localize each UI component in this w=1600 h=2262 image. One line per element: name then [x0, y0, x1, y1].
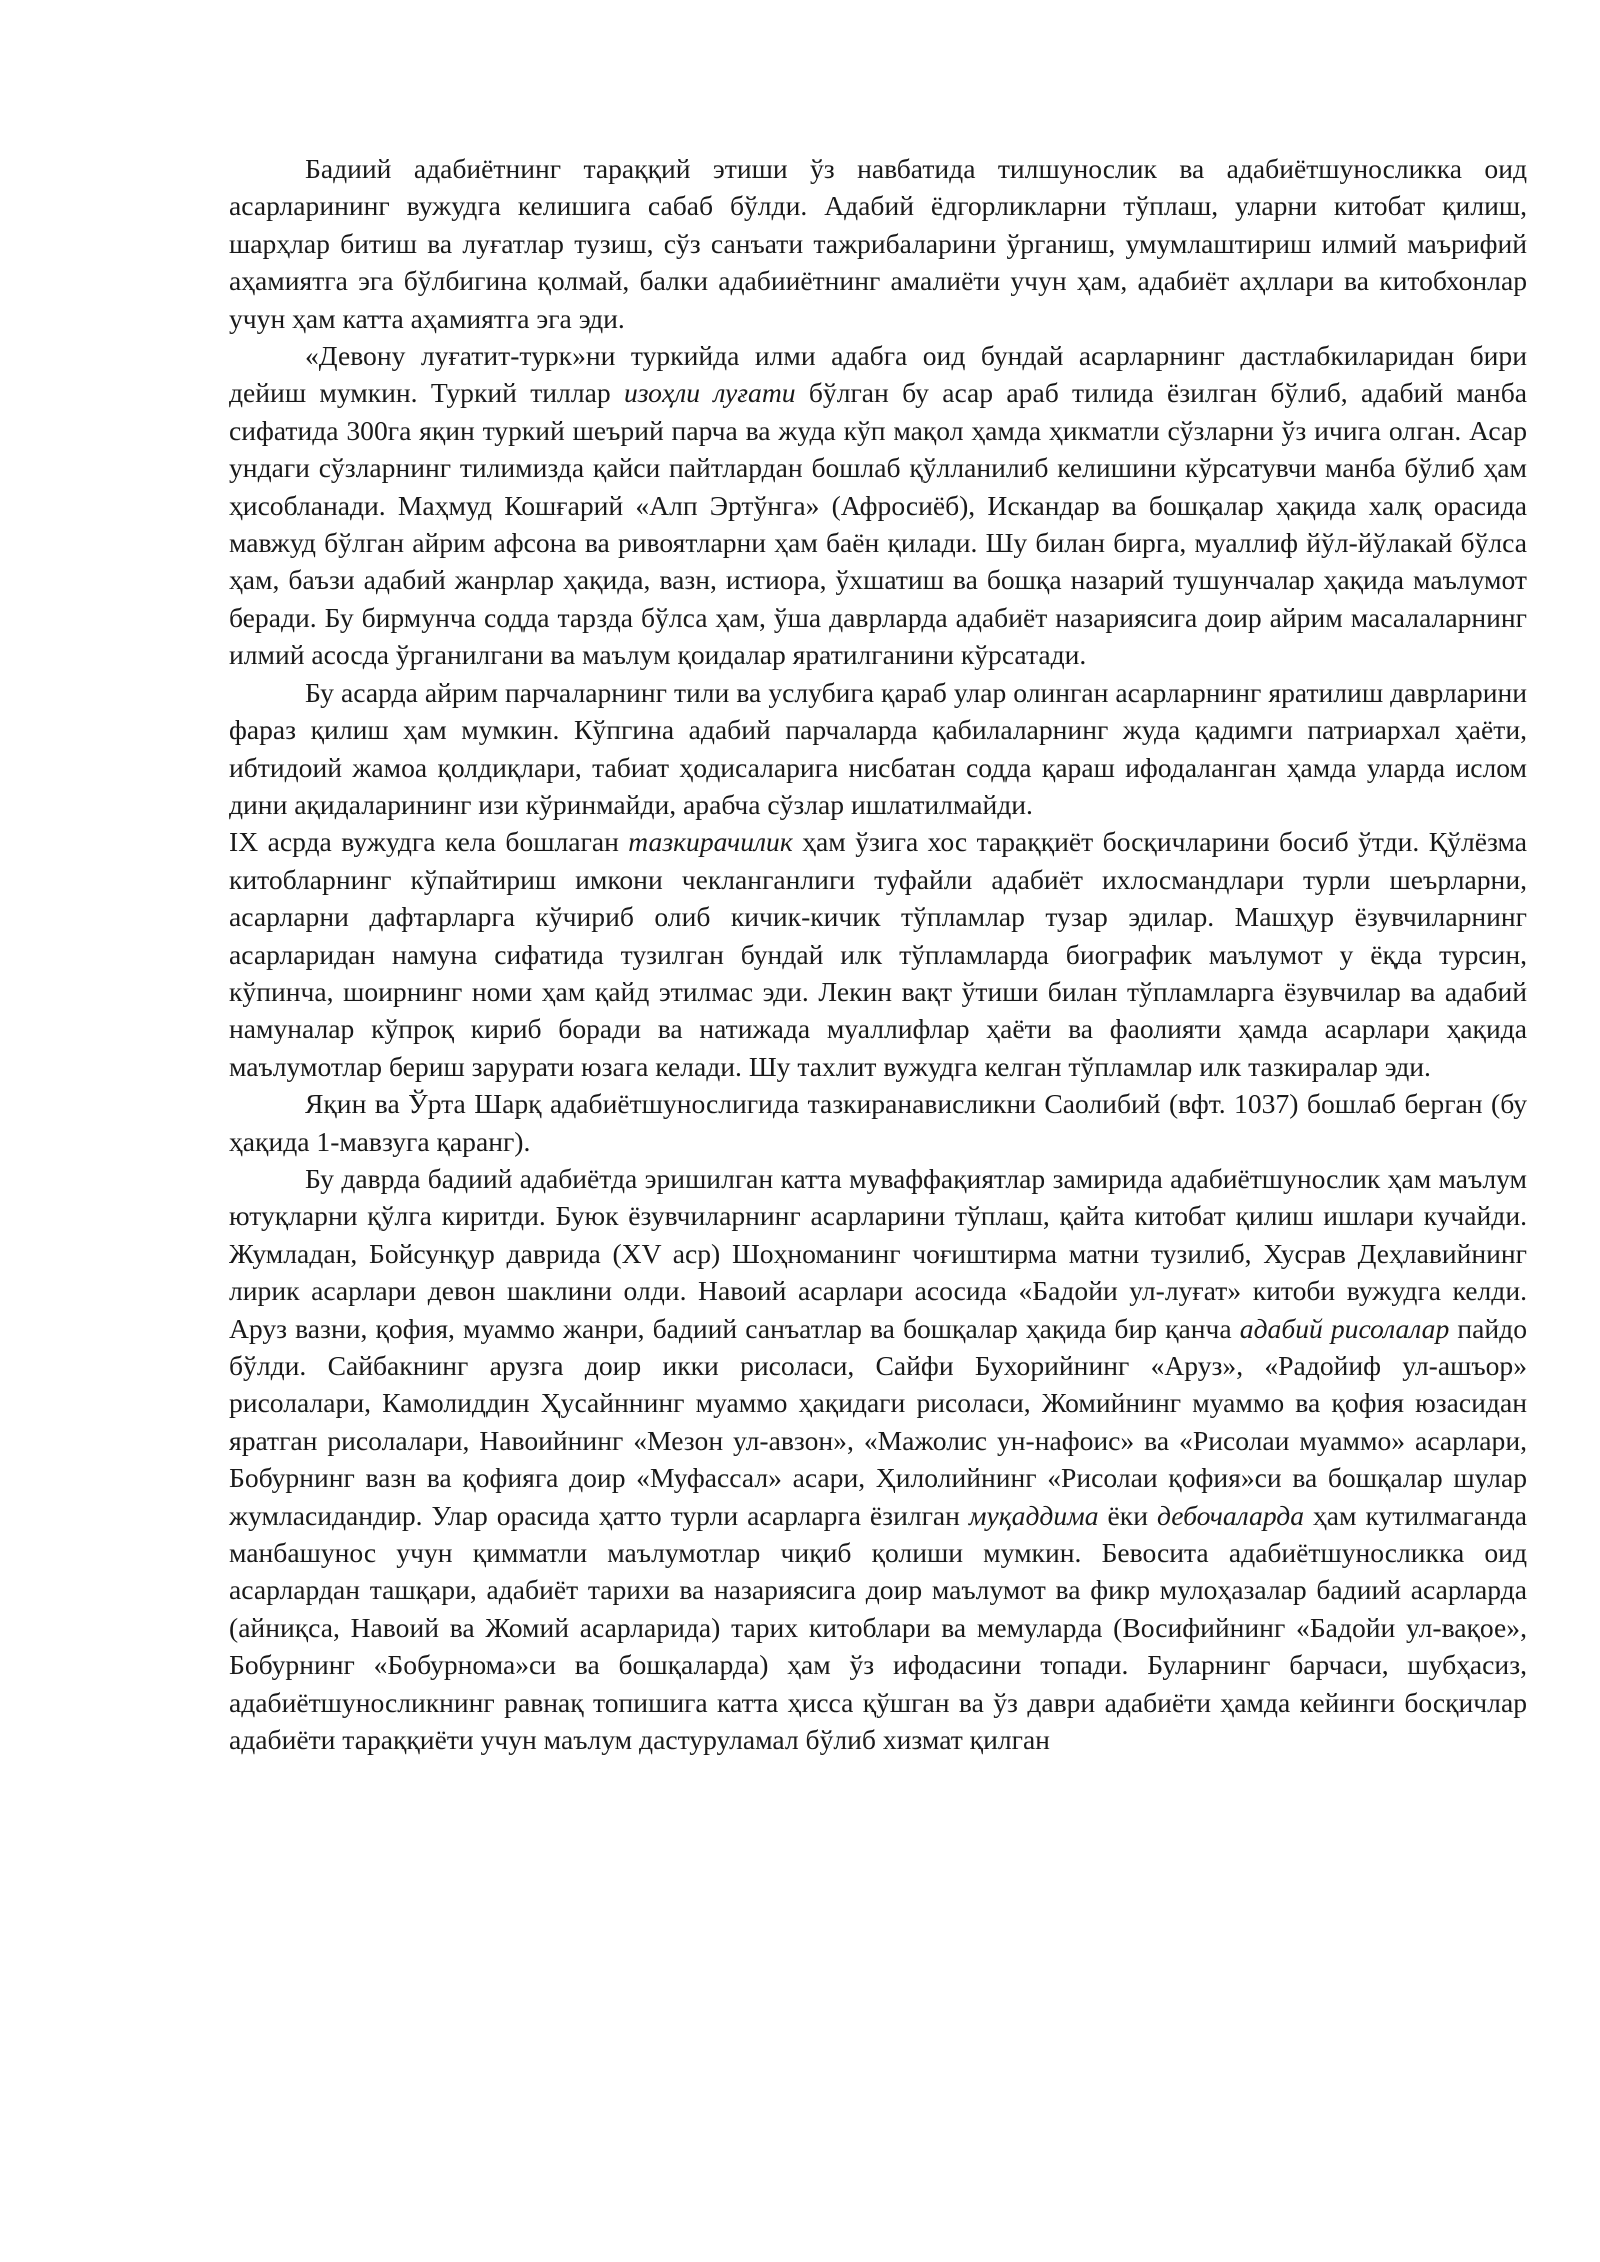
paragraph-6-text-b: пайдо бўлди. Сайбакнинг арузга доир икки рисоласи, Сайфи Бухорийнинг «Аруз», «Радойиф ул-ашъор» рисолалари, Камолиддин Ҳусайннинг муаммо ҳақидаги рисоласи, Жомийнинг муаммо ва қофия юзасидан яратган рисолалари, Навоийнинг «Мезон ул-авзон», «Мажолис ун-нафоис» ва «Рисолаи муаммо» асарлари, Бобурнинг вазн ва қофияга доир «Муфассал» асари, Ҳилолийнинг «Рисолаи қофия»си ва бошқалар шулар жумласидандир. Улар орасида ҳатто турли асарларга ёзилган	[229, 1312, 1527, 1531]
paragraph-6-text-c: ёки	[1098, 1499, 1157, 1531]
paragraph-2	[229, 337, 1527, 674]
paragraph-6-text-a: Бу даврда бадиий адабиётда эришилган катта муваффақиятлар замирида адабиётшунослик ҳам маълум ютуқларни қўлга киритди. Буюк ёзувчиларнинг асарларини тўплаш, қайта китобат қилиш ишлари кучайди. Жумладан, Бойсунқур даврида (XV аср) Шоҳноманинг чоғиштирма матни тузилиб, Хусрав Деҳлавийнинг лирик асарлари девон шаклини олди. Навоий асарлари асосида «Бадойи ул-луғат» китоби вужудга келди. Аруз вазни, қофия, муаммо жанри, бадиий санъатлар ва бошқалар ҳақида бир қанча	[229, 1162, 1527, 1344]
paragraph-5-text: Яқин ва Ўрта Шарқ адабиётшунослигида тазкиранависликни Саолибий (вфт. 1037) бошлаб берган (бу ҳақида 1-мавзуга қаранг).	[229, 1088, 1527, 1157]
paragraph-6-italic-term-3: дебочаларда	[1156, 1499, 1305, 1531]
paragraph-4-text-b: ҳам ўзига хос тараққиёт босқичларини босиб ўтди. Қўлёзма китобларнинг кўпайтириш имкони чекланганлиги туфайли адабиёт ихлосмандлари турли шеърларни, асарларни дафтарларга кўчириб олиб кичик-кичик тўпламлар тузар эдилар. Машҳур ёзувчиларнинг асарларидан намуна сифатида тузилган бундай илк тўпламларда биографик маълумот у ёқда турсин, кўпинча, шоирнинг номи ҳам қайд этилмас эди. Лекин вақт ўтиши билан тўпламларга ёзувчилар ва адабий намуналар кўпроқ кириб боради ва натижада муаллифлар ҳаёти ва фаолияти ҳамда асарлари ҳақида маълумотлар бериш зарурати юзага келади. Шу тахлит вужудга келган тўпламлар илк тазкиралар эди.	[229, 826, 1527, 1082]
paragraph-6-text-d: ҳам кутилмаганда манбашунос учун қимматли маълумотлар чиқиб қолиши мумкин. Бевосита адабиётшуносликка оид асарлардан ташқари, адабиёт тарихи ва назариясига доир маълумот ва фикр мулоҳазалар бадиий асарларда (айниқса, Навоий ва Жомий асарларида) тарих китоблари ва мемуларда (Восифийнинг «Бадойи ул-вақое», Бобурнинг «Бобурнома»си ва бошқаларда) ҳам ўз ифодасини топади. Буларнинг барчаси, шубҳасиз, адабиётшуносликнинг равнақ топишига катта ҳисса қўшган ва ўз даври адабиёти ҳамда кейинги босқичлар адабиёти тараққиёти учун маълум дастуруламал бўлиб хизмат қилган	[229, 1499, 1528, 1756]
paragraph-6-italic-term-2: муқаддима	[968, 1499, 1099, 1531]
paragraph-2-text-a: «Девону луғатит-турк»ни туркийда илми адабга оид бундай асарларнинг дастлабкиларидан бири дейиш мумкин. Туркий тиллар	[229, 340, 1527, 409]
paragraph-2-text-b: бўлган бу асар араб тилида ёзилган бўлиб, адабий манба сифатида 300га яқин туркий шеърий парча ва жуда кўп мақол ҳамда ҳикматли сўзларни ўз ичига олган. Асар ундаги сўзларнинг тилимизда қайси пайтлардан бошлаб қўлланилиб келишини кўрсатувчи манба бўлиб ҳам ҳисобланади. Маҳмуд Кошғарий «Алп Эртўнга» (Афросиёб), Искандар ва бошқалар ҳақида халқ орасида мавжуд бўлган айрим афсона ва ривоятларни ҳам баён қилади. Шу билан бирга, муаллиф йўл-йўлакай бўлса ҳам, баъзи адабий жанрлар ҳақида, вазн, истиора, ўхшатиш ва бошқа назарий тушунчалар ҳақида маълумот беради. Бу бирмунча содда тарзда бўлса ҳам, ўша даврларда адабиёт назариясига доир айрим масалаларнинг илмий асосда ўрганилгани ва маълум қоидалар яратилганини кўрсатади.	[229, 377, 1527, 671]
paragraph-6-italic-term-1: адабий рисолалар	[1239, 1312, 1450, 1344]
paragraph-4-italic-term: тазкирачилик	[628, 826, 793, 858]
paragraph-4	[229, 823, 1527, 1085]
paragraph-6	[229, 1160, 1527, 1759]
paragraph-2-italic-term: изоҳли луғати	[623, 377, 796, 409]
paragraph-4-text-a: IX асрда вужудга кела бошлаган	[229, 826, 629, 858]
document-body	[229, 150, 1527, 1758]
paragraph-1	[229, 150, 1527, 337]
paragraph-1-text: Бадиий адабиётнинг тараққий этиши ўз навбатида тилшунослик ва адабиётшуносликка оид асарларининг вужудга келишига сабаб бўлди. Адабий ёдгорликларни тўплаш, уларни китобат қилиш, шарҳлар битиш ва луғатлар тузиш, сўз санъати тажрибаларини ўрганиш, умумлаштириш илмий маърифий аҳамиятга эга бўлбигина қолмай, балки адабииётнинг амалиёти учун ҳам, адабиёт аҳллари ва китобхонлар учун ҳам катта аҳамиятга эга эди.	[229, 153, 1527, 334]
paragraph-5	[229, 1085, 1527, 1160]
paragraph-3	[229, 674, 1527, 824]
paragraph-3-text: Бу асарда айрим парчаларнинг тили ва услубига қараб улар олинган асарларнинг яратилиш даврларини фараз қилиш ҳам мумкин. Кўпгина адабий парчаларда қабилаларнинг жуда қадимги патриархал ҳаёти, ибтидоий жамоа қолдиқлари, табиат ҳодисаларига нисбатан содда қараш ифодаланган ҳамда уларда ислом дини ақидаларининг изи кўринмайди, арабча сўзлар ишлатилмайди.	[229, 676, 1527, 820]
